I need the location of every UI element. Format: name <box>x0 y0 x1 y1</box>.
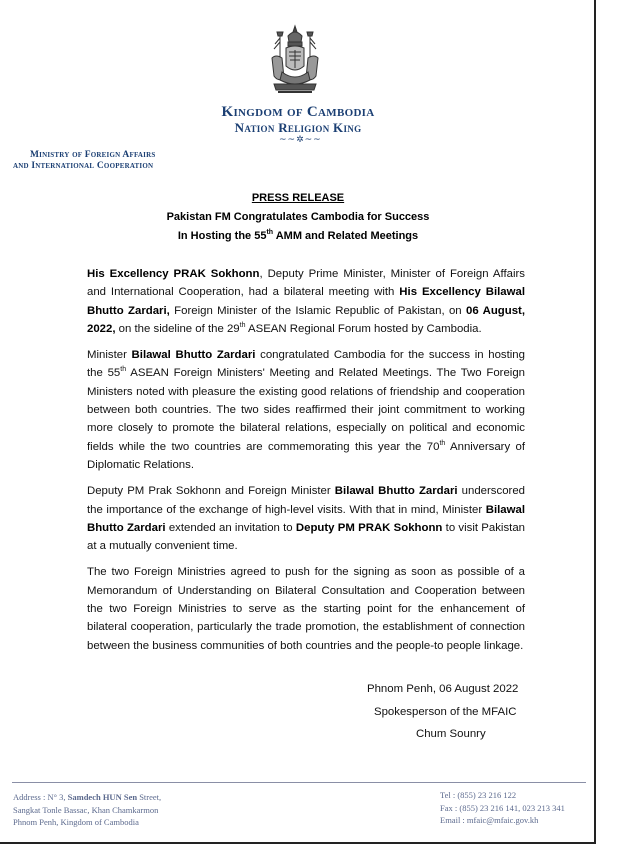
contact-fax: Fax : (855) 23 216 141, 023 213 341 <box>440 802 565 813</box>
footer-divider <box>12 782 586 783</box>
press-release-label: PRESS RELEASE <box>251 192 345 204</box>
paragraph-4: The two Foreign Ministries agreed to push for the signing as soon as possible of a Memorandum of Understanding on Bilateral Consultation and Cooperation between the two Foreign Ministries to serve as the starting point for the enhancement of bilateral cooperation, particularly the trade promotion, the establishment of connection between the business communities of both countries and the people-to people linkage. <box>87 566 525 652</box>
release-title-line1: Pakistan FM Congratulates Cambodia for Success <box>166 211 430 223</box>
address-line1: Address : N° 3, Samdech HUN Sen Street, <box>13 792 162 802</box>
national-motto: Nation Religion King <box>234 120 362 135</box>
ornament-divider: ~~✲~~ <box>279 135 322 145</box>
royal-coat-of-arms-icon <box>268 24 322 96</box>
ministry-name-line1: Ministry of Foreign Affairs <box>30 150 156 160</box>
kingdom-title: Kingdom of Cambodia <box>221 104 375 120</box>
address-line2: Sangkat Tonle Bassac, Khan Chamkarmon <box>13 804 159 815</box>
release-title-line2: In Hosting the 55th AMM and Related Meetings <box>177 229 419 242</box>
address-line3: Phnom Penh, Kingdom of Cambodia <box>13 817 139 827</box>
signature-place-date: Phnom Penh, 06 August 2022 <box>367 683 519 695</box>
paragraph-2: Minister Bilawal Bhutto Zardari congratulated Cambodia for the success in hosting the 55th ASEAN Foreign Ministers' Meeting and Related Meetings. The Two Foreign Ministers noted with pleasure the existing good relations of friendship and cooperation between both countries. The two sides reaffirmed their joint commitment to working more closely to promote the bilateral relations, especially on political and economic fields while the two countries are commemorating this year the 70th Anniversary of Diplomatic Relations. <box>87 349 526 471</box>
contact-tel: Tel : (855) 23 216 122 <box>440 790 517 800</box>
signature-name: Chum Sounry <box>416 728 486 740</box>
footer-address <box>13 791 161 829</box>
paragraph-1: His Excellency PRAK Sokhonn, Deputy Prime Minister, Minister of Foreign Affairs and International Cooperation, had a bilateral meeting with His Excellency Bilawal Bhutto Zardari, Foreign Minister of the Islamic Republic of Pakistan, on 06 August, 2022, on the sideline of the 29th ASEAN Regional Forum hosted by Cambodia. <box>87 268 526 335</box>
ministry-name-line2: and International Cooperation <box>13 161 154 171</box>
paragraph-3: Deputy PM Prak Sokhonn and Foreign Minister Bilawal Bhutto Zardari underscored the importance of the exchange of high-level visits. With that in mind, Minister Bilawal Bhutto Zardari extended an invitation to Deputy PM PRAK Sokhonn to visit Pakistan at a mutually convenient time. <box>87 485 525 553</box>
contact-email: Email : mfaic@mfaic.gov.kh <box>440 815 539 825</box>
signature-role: Spokesperson of the MFAIC <box>374 706 517 718</box>
release-body <box>87 265 525 663</box>
footer-contact <box>440 789 565 827</box>
